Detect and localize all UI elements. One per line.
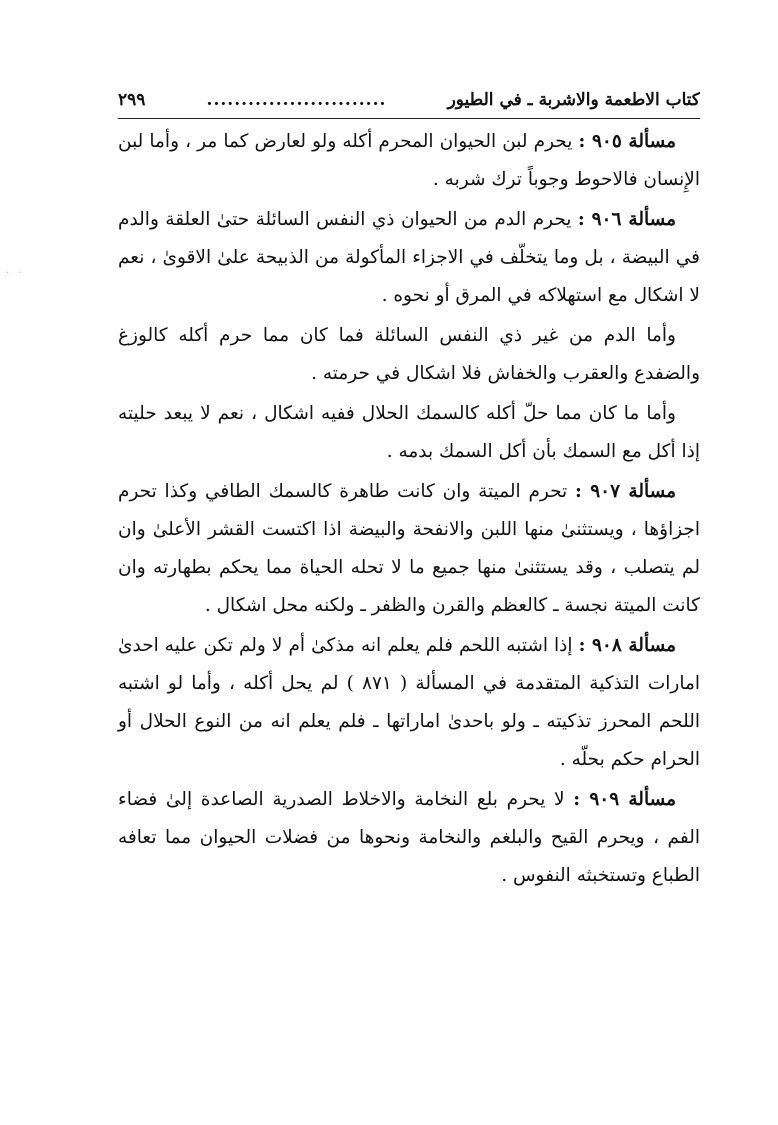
paragraph-issue-907 <box>118 473 700 625</box>
page-number: ٢٩٩ <box>118 90 146 110</box>
paragraph-issue-906 <box>118 201 700 315</box>
header-rule <box>118 118 700 119</box>
paragraph-text: تحرم الميتة وان كانت طاهرة كالسمك الطافي وكذا تحرم اجزاؤها ، ويستثنىٰ منها اللبن والانفحة والبيضة اذا اكتست القشر الأعلىٰ وان لم يتصلب ، وقد يستثنىٰ منها جميع ما لا تحله الحياة مما يحكم بطهارته وان كانت الميتة نجسة ـ كالعظم والقرن والظفر ـ ولكنه محل اشكال . <box>118 481 700 616</box>
paragraph-blood-other <box>118 317 700 393</box>
paragraph-text: لا يحرم بلع النخامة والاخلاط الصدرية الصاعدة إلىٰ فضاء الفم ، ويحرم القيح والبلغم والنخامة ونحوها من فضلات الحيوان مما تعافه الطباع وتستخبثه النفوس . <box>118 789 700 886</box>
book-page <box>118 82 700 895</box>
paragraph-text: وأما الدم من غير ذي النفس السائلة فما كان مما حرم أكله كالوزغ والضفدع والعقرب والخفاش فلا اشكال في حرمته . <box>118 325 700 384</box>
paragraph-issue-909 <box>118 781 700 895</box>
paragraph-text: يحرم الدم من الحيوان ذي النفس السائلة حتىٰ العلقة والدم في البيضة ، بل وما يتخلّف في الاجزاء المأكولة من الذبيحة علىٰ الاقوىٰ ، نعم لا اشكال مع استهلاكه في المرق أو نحوه . <box>118 209 700 306</box>
running-head-title: كتاب الاطعمة والاشربة ـ في الطيور <box>447 90 700 110</box>
issue-label: مسألة ٩٠٩ : <box>573 789 676 810</box>
paragraph-text: يحرم لبن الحيوان المحرم أكله ولو لعارض كما مر ، وأما لبن الإِنسان فالاحوط وجوباً ترك شربه . <box>118 131 700 190</box>
body-text <box>118 123 700 895</box>
issue-label: مسألة ٩٠٦ : <box>577 209 677 230</box>
issue-label: مسألة ٩٠٥ : <box>578 131 677 152</box>
paragraph-issue-908 <box>118 627 700 779</box>
issue-label: مسألة ٩٠٧ : <box>575 481 677 502</box>
paragraph-blood-fish <box>118 395 700 471</box>
running-head <box>118 82 700 118</box>
paragraph-text: وأما ما كان مما حلّ أكله كالسمك الحلال ففيه اشكال ، نعم لا يبعد حليته إذا أكل مع السمك بأن أكل السمك بدمه . <box>118 403 700 462</box>
paragraph-issue-905 <box>118 123 700 199</box>
margin-mark: · · <box>6 268 25 279</box>
running-head-dots: .......................... <box>206 90 387 110</box>
paragraph-text: إذا اشتبه اللحم فلم يعلم انه مذكىٰ أم لا ولم تكن عليه احدىٰ امارات التذكية المتقدمة في المسألة ( ٨٧١ ) لم يحل أكله ، وأما لو اشتبه اللحم المحرز تذكيته ـ ولو باحدىٰ اماراتها ـ فلم يعلم انه من النوع الحلال أو الحرام حكم بحلّه . <box>118 635 700 770</box>
issue-label: مسألة ٩٠٨ : <box>578 635 676 656</box>
